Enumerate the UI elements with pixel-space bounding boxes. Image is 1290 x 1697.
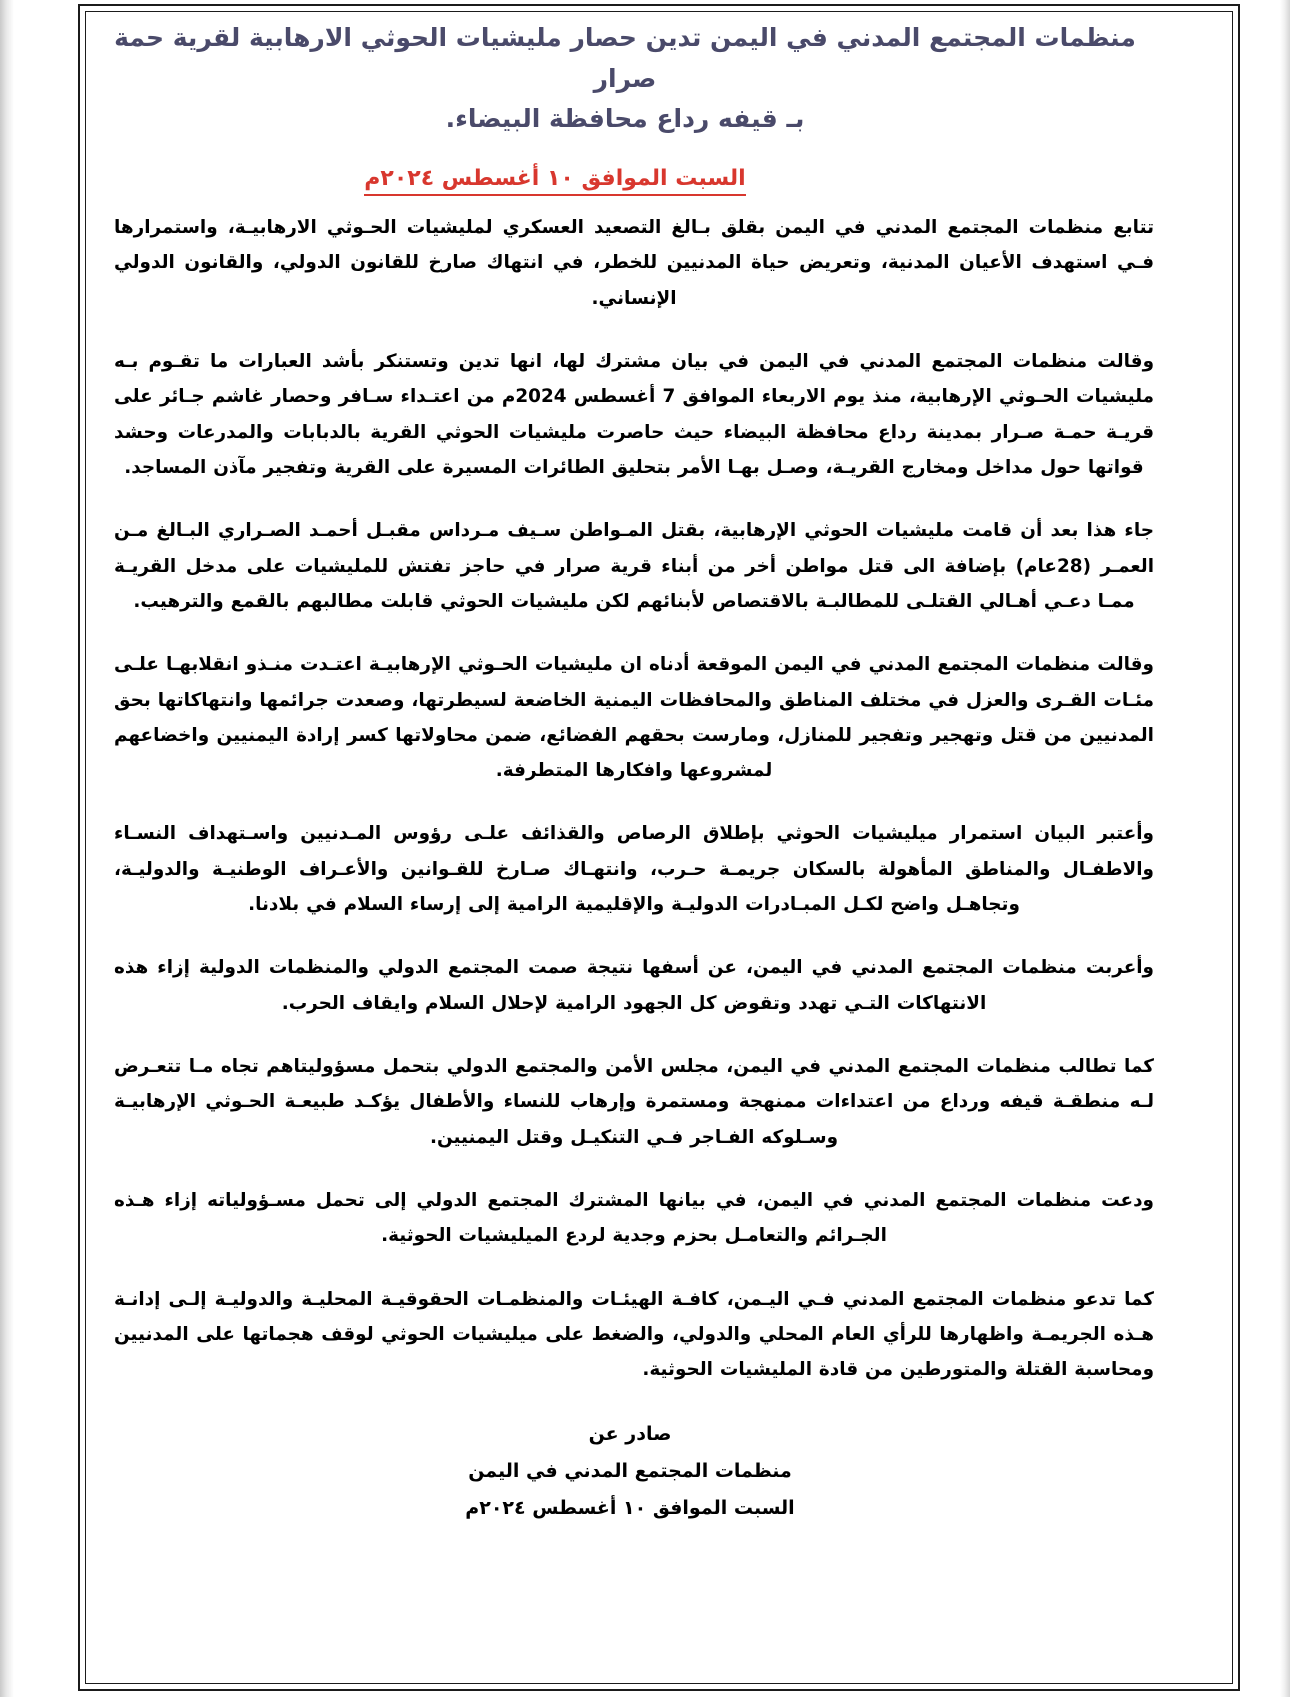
- paragraph: ودعت منظمات المجتمع المدني في اليمن، في بيانها المشترك المجتمع الدولي إلى تحمل مسـؤولياته إزاء هـذه الجـرائم والتعامـل بحزم وجدية لردع الميليشيات الحوثية.: [114, 1190, 1154, 1247]
- signature-date: السبت الموافق ١٠ أغسطس ٢٠٢٤م: [465, 1496, 795, 1519]
- document-title-line-2: بـ قيفه رداع محافظة البيضاء.: [445, 104, 805, 133]
- paragraph: وأعتبر البيان استمرار ميليشيات الحوثي بإطلاق الرصاص والقذائف علـى رؤوس المـدنيين واسـتهداف النسـاء والاطفـال والمناطق المأهولة بالسكان جريمـة حـرب، وانتهـاك صـارخ للقـوانين والأعـراف الوطنيـة والدوليـة، وتجاهـل واضح لكـل المبـادرات الدوليـة والإقليمية الرامية إلى إرساء السلام في بلادنا.: [114, 823, 1154, 916]
- signature-organization: منظمات المجتمع المدني في اليمن: [468, 1459, 792, 1482]
- paragraph: وقالت منظمات المجتمع المدني في اليمن في بيان مشترك لها، انها تدين وتستنكر بأشد العبارات ما تقـوم بـه مليشيات الحـوثي الإرهابية، منذ يوم الاربعاء الموافق 7 أغسطس 2024م من اعتـداء سـافر وحصار غاشم جـائر على قريـة حمـة صـرار بمدينة رداع محافظة البيضاء حيث حاصرت مليشيات الحوثي القرية بالدبابات والمدرعات وحشد قواتها حول مداخل ومخارج القريـة، وصـل بهـا الأمر بتحليق الطائرات المسيرة على القرية وتفجير مآذن المساجد.: [114, 350, 1154, 478]
- paragraph: جاء هذا بعد أن قامت مليشيات الحوثي الإرهابية، بقتل المـواطن سـيف مـرداس مقبـل أحمـد الصـراري البـالغ مـن العمـر (28عام) بإضافة الى قتل مواطن أخر من أبناء قرية صرار في حاجز تفتش للمليشيات على مدخل القريـة ممـا دعـي أهـالي القتلـى للمطالبـة بالاقتصاص لأبنائهم لكن مليشيات الحوثي قابلت مطالبهم بالقمع والترهيب.: [114, 520, 1155, 612]
- page-left-shadow: [0, 0, 14, 1697]
- date-heading: السبت الموافق ١٠ أغسطس ٢٠٢٤م: [364, 166, 745, 196]
- document-content: [100, 6, 1160, 1686]
- document-title-line-1: منظمات المجتمع المدني في اليمن تدين حصار مليشيات الحوثي الارهابية لقرية حمة صرار: [114, 23, 1136, 93]
- signature-block: [100, 1416, 1160, 1527]
- paragraph: وأعربت منظمات المجتمع المدني في اليمن، عن أسفها نتيجة صمت المجتمع الدولي والمنظمات الدولية إزاء هذه الانتهاكات التـي تهدد وتقوض كل الجهود الرامية لإحلال السلام وايقاف الحرب.: [114, 957, 1154, 1014]
- document-body: [100, 210, 1160, 1388]
- document-sheet: [22, 0, 1270, 1697]
- page-right-shadow: [1280, 0, 1290, 1697]
- paragraph: كما تدعو منظمات المجتمع المدني فـي اليـمن، كافـة الهيئـات والمنظمـات الحقوقيـة المحليـة والدوليـة إلـى إدانـة هـذه الجريمـة واظهارها للرأي العام المحلي والدولي، والضغط على ميليشيات الحوثي لوقف هجماتها على المدنيين ومحاسبة القتلة والمتورطين من قادة المليشيات الحوثية.: [114, 1288, 1154, 1381]
- paragraph: وقالت منظمات المجتمع المدني في اليمن الموقعة أدناه ان مليشيات الحـوثي الإرهابيـة اعتـدت منـذو انقلابهـا علـى مئـات القـرى والعزل في مختلف المناطق والمحافظات اليمنية الخاضعة لسيطرتها، وصعدت جرائمها وانتهاكاتها بحق المدنيين من قتل وتهجير وتفجير للمنازل، ومارست بحقهم الفضائع، ضمن محاولاتها كسر إرادة اليمنيين واخضاعهم لمشروعها وافكارها المتطرفة.: [114, 654, 1154, 782]
- document-title: [108, 18, 1142, 140]
- paragraph: تتابع منظمات المجتمع المدني في اليمن بقلق بـالغ التصعيد العسكري لمليشيات الحـوثي الارهابيـة، واستمرارها فـي استهدف الأعيان المدنية، وتعريض حياة المدنيين للخطر، في انتهاك صارخ للقانون الدولي، والقانون الدولي الإنساني.: [114, 216, 1154, 309]
- date-heading-container: [100, 166, 1010, 196]
- paragraph: كما تطالب منظمات المجتمع المدني في اليمن، مجلس الأمن والمجتمع الدولي بتحمل مسؤوليتاهم تجاه مـا تتعـرض لـه منطقـة قيفه ورداع من اعتداءات ممنهجة ومستمرة وإرهاب للنساء والأطفال يؤكـد طبيعـة الحـوثي الإرهابيـة وسـلوكه الفـاجر فـي التنكيـل وقتل اليمنيين.: [114, 1056, 1154, 1148]
- signature-issued-by: صادر عن: [588, 1422, 672, 1445]
